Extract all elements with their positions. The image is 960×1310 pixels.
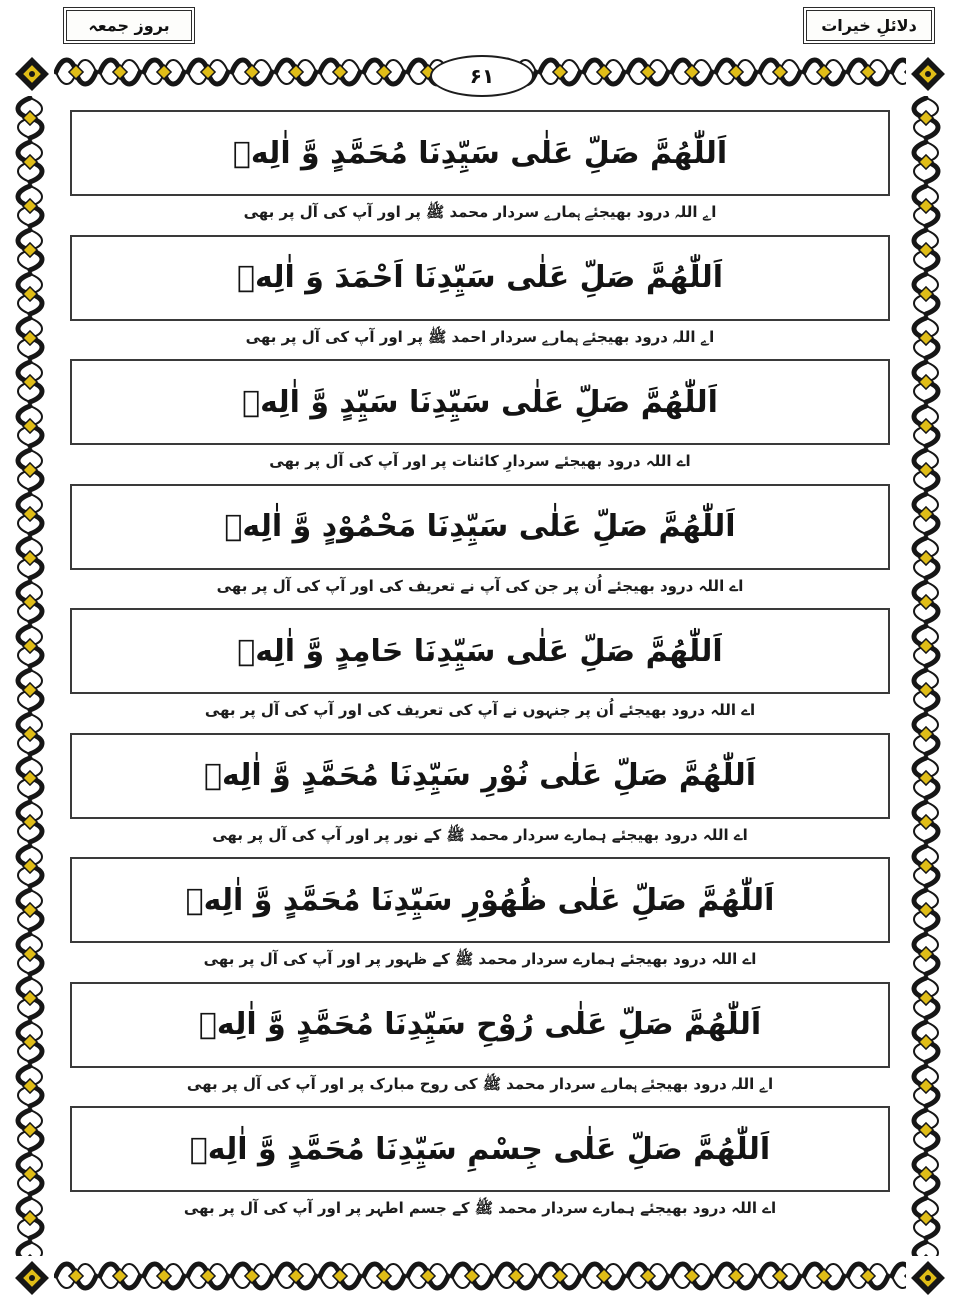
arabic-dua-box — [70, 110, 890, 196]
urdu-translation: اے اللہ درود بھیجئے سردارِ کائنات پر اور آپ کی آل پر بھی — [269, 452, 691, 470]
ornamental-border-right — [906, 96, 950, 1256]
dua-block-4 — [70, 484, 890, 597]
arabic-dua-box — [70, 484, 890, 570]
arabic-dua-text: اَللّٰهُمَّ صَلِّ عَلٰی جِسْمِ سَیِّدِنَا مُحَمَّدٍ وَّ اٰلِهٖ — [189, 1131, 771, 1167]
book-title-label: دلائلِ خیرات — [821, 16, 917, 35]
dua-block-9 — [70, 1106, 890, 1219]
arabic-dua-text: اَللّٰهُمَّ صَلِّ عَلٰی رُوْحِ سَیِّدِنَا مُحَمَّدٍ وَّ اٰلِهٖ — [198, 1007, 762, 1042]
arabic-dua-text: اَللّٰهُمَّ صَلِّ عَلٰی سَیِّدِنَا اَحْمَدَ وَ اٰلِهٖ — [237, 260, 723, 295]
corner-ornament-icon — [906, 52, 950, 96]
arabic-dua-box — [70, 982, 890, 1068]
arabic-dua-text: اَللّٰهُمَّ صَلِّ عَلٰی سَیِّدِنَا مَحْمُوْدٍ وَّ اٰلِهٖ — [224, 509, 736, 544]
day-badge — [66, 10, 192, 41]
urdu-translation: اے اللہ درود بھیجئے ہمارے سردار محمد ﷺ کی روح مبارک پر اور آپ کی آل پر بھی — [186, 1074, 774, 1093]
arabic-dua-text: اَللّٰهُمَّ صَلِّ عَلٰی نُوْرِ سَیِّدِنَا مُحَمَّدٍ وَّ اٰلِهٖ — [203, 758, 757, 793]
ornamental-border-bottom — [54, 1256, 906, 1300]
dua-block-6 — [70, 733, 890, 846]
urdu-translation: اے اللہ درود بھیجئے ہمارے سردار احمد ﷺ پر اور آپ کی آل پر بھی — [245, 327, 715, 346]
arabic-dua-text: اَللّٰهُمَّ صَلِّ عَلٰی سَیِّدِنَا حَامِدٍ وَّ اٰلِهٖ — [237, 633, 723, 669]
corner-ornament-icon — [10, 1256, 54, 1300]
arabic-dua-box — [70, 608, 890, 694]
arabic-dua-text: اَللّٰهُمَّ صَلِّ عَلٰی ظُهُوْرِ سَیِّدِنَا مُحَمَّدٍ وَّ اٰلِهٖ — [185, 882, 775, 918]
dua-block-2 — [70, 235, 890, 348]
urdu-translation: اے اللہ درود بھیجئے اُن پر جنہوں نے آپ کی تعریف کی اور آپ کی آل پر بھی — [204, 701, 756, 719]
ornamental-border-left — [10, 96, 54, 1256]
page-number-cartouche — [430, 55, 534, 97]
urdu-translation: اے اللہ درود بھیجئے ہمارے سردار محمد ﷺ کے ظہور پر اور آپ کی آل پر بھی — [203, 950, 757, 968]
book-title-badge — [806, 10, 932, 41]
corner-ornament-icon — [10, 52, 54, 96]
dua-block-5 — [70, 608, 890, 721]
dua-list — [70, 110, 890, 1219]
urdu-translation: اے اللہ درود بھیجئے ہمارے سردار محمد ﷺ پر اور آپ کی آل پر بھی — [243, 203, 717, 221]
arabic-dua-box — [70, 235, 890, 321]
urdu-translation: اے اللہ درود بھیجئے ہمارے سردار محمد ﷺ کے نور پر اور آپ کی آل پر بھی — [212, 825, 748, 844]
dua-block-1 — [70, 110, 890, 223]
dua-block-3 — [70, 359, 890, 472]
urdu-translation: اے اللہ درود بھیجئے ہمارے سردار محمد ﷺ کے جسم اطہر پر اور آپ کی آل پر بھی — [183, 1199, 777, 1217]
arabic-dua-text: اَللّٰهُمَّ صَلِّ عَلٰی سَیِّدِنَا مُحَمَّدٍ وَّ اٰلِهٖ — [232, 135, 728, 171]
arabic-dua-box — [70, 359, 890, 445]
urdu-translation: اے اللہ درود بھیجئے اُن پر جن کی آپ نے تعریف کی اور آپ کی آل پر بھی — [216, 576, 744, 595]
arabic-dua-box — [70, 733, 890, 819]
arabic-dua-box — [70, 857, 890, 943]
arabic-dua-text: اَللّٰهُمَّ صَلِّ عَلٰی سَیِّدِنَا سَیِّدٍ وَّ اٰلِهٖ — [242, 384, 718, 420]
arabic-dua-box — [70, 1106, 890, 1192]
dua-block-7 — [70, 857, 890, 970]
day-badge-label: بروز جمعہ — [88, 16, 170, 35]
page-number: ۶۱ — [469, 64, 495, 88]
dua-block-8 — [70, 982, 890, 1095]
corner-ornament-icon — [906, 1256, 950, 1300]
